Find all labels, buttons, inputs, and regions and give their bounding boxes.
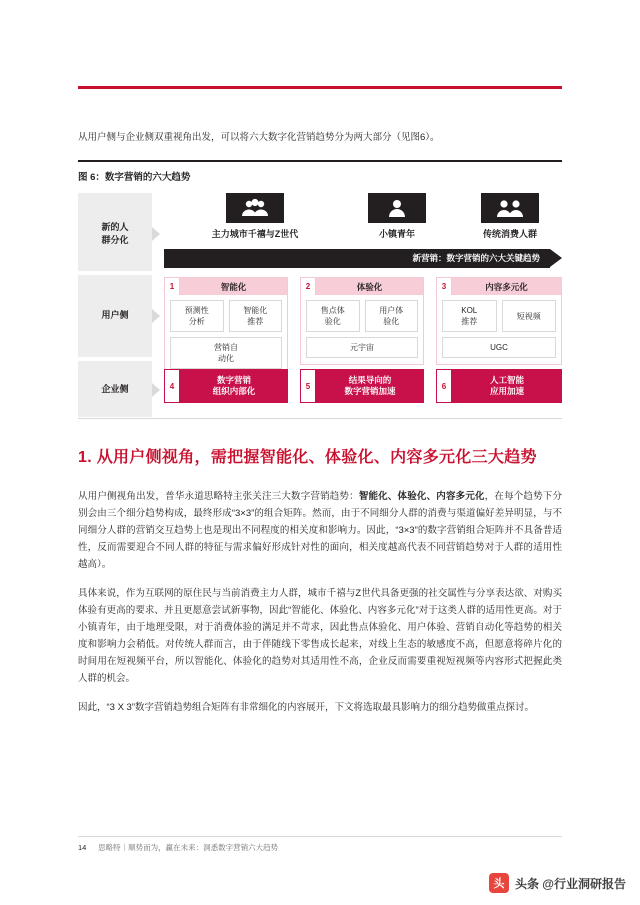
banner-label: 新营销：数字营销的六大关键趋势: [412, 253, 540, 263]
banner-arrow-tip: [550, 249, 562, 267]
enterprise-item-6-label: 人工智能 应用加速: [489, 375, 524, 396]
watermark-label: 头条 @行业洞研报告: [514, 876, 626, 891]
user-group-3-header: [437, 278, 561, 295]
user-group-1-header: [165, 278, 287, 295]
key-trends-banner: [164, 249, 562, 268]
persona-town-youth-label: 小镇青年: [378, 229, 415, 239]
toutiao-logo-icon: 头: [489, 873, 509, 893]
paragraph-1: 从用户侧视角出发，普华永道思略特主张关注三大数字营销趋势：智能化、体验化、内容多元化，在每个趋势下分别会由三个细分趋势构成，最终形成“3×3”的组合矩阵。然而，由于不同细分人群的消费与渠道偏好差异明显，与不同细分人群的营销交互趋势上也是现出不同程度的相关度和影响力。因此，“3×3”的数字营销组合矩阵并不具备普适性，反而需要迎合不同人群的特征与需求偏好形成针对性的面向，相关度越高代表不同营销趋势对于人群的适用性越高）。: [78, 491, 562, 570]
cell-short-video: 短视频: [502, 300, 557, 332]
figure-title: 图 6：数字营销的六大趋势: [78, 172, 191, 183]
user-group-3-number: 3: [437, 278, 452, 295]
paragraph-3: 因此，“3 X 3”数字营销趋势组合矩阵有非常细化的内容展开，下文将选取最具影响力的细分趋势做重点探讨。: [78, 702, 535, 713]
group-people-icon: [226, 193, 284, 223]
figure-6: [78, 160, 562, 419]
enterprise-item-4-label: 数字营销 组织内部化: [212, 375, 256, 396]
row-label-segmentation: 新的人 群分化: [78, 221, 152, 247]
cell-kol-recommendation: KOL 推荐: [442, 300, 497, 332]
figure-body: [78, 193, 562, 418]
row-label-enterprise-side: [78, 383, 152, 396]
watermark: [489, 873, 626, 893]
user-group-2-header: [301, 278, 423, 295]
user-group-2-number: 2: [301, 278, 316, 295]
user-group-experience: [300, 277, 424, 365]
enterprise-item-5-label: 结果导向的 数字营销加速: [344, 375, 396, 396]
cell-marketing-automation: 营销自 动化: [170, 337, 282, 369]
cell-metaverse: 元宇宙: [306, 337, 418, 358]
user-group-2-title: 体验化: [356, 281, 383, 292]
enterprise-item-acceleration: [300, 369, 424, 403]
person-icon: [368, 193, 426, 223]
row-label-user-side-text: 用户侧: [101, 310, 129, 320]
persona-traditional-label: 传统消费人群: [482, 229, 537, 239]
cell-point-of-sale-experience: 售点体 验化: [306, 300, 360, 332]
enterprise-item-4-number: 4: [164, 369, 180, 403]
page-content: [78, 130, 562, 728]
intro-paragraph: 从用户侧与企业侧双重视角出发，可以将六大数字化营销趋势分为两大部分（见图6）。: [78, 132, 440, 143]
paragraph-2: 具体来说，作为互联网的原住民与当前消费主力人群，城市千禧与Z世代具备更强的社交属性与分享表达欲、对购买体验有更高的要求、并且更愿意尝试新事物，因此“智能化、体验化、内容多元化”对于这类人群的适用性更高。对于小镇青年，由于地理受限，对于消费体验的满足并不苛求，因此售点体验化、用户体验、营销自动化等趋势的相关度和影响力会稍低。对传统人群而言，由于伴随线下零售成长起来，对线上生态的敏感度不高，但愿意将碎片化的时间用在短视频平台，所以智能化、体验化的趋势对其适用性不高，企业反而需要重视短视频等内容形式把握此类人群的机会。: [78, 588, 562, 684]
persona-town-youth: [342, 193, 452, 240]
user-group-1-cells: [165, 295, 287, 375]
persona-urban-label: 主力城市千禧与Z世代: [211, 229, 299, 239]
enterprise-item-organization: [164, 369, 288, 403]
enterprise-item-ai: [436, 369, 562, 403]
arrow-right-icon: [152, 227, 160, 241]
footer-text: 思略特｜顺势而为，赢在未来：洞悉数字营销六大趋势: [98, 843, 279, 852]
user-group-1-number: 1: [165, 278, 180, 295]
user-group-intelligence: [164, 277, 288, 376]
arrow-right-icon: [152, 309, 160, 323]
row-label-enterprise-side-text: 企业侧: [101, 384, 129, 394]
user-group-2-cells: [301, 295, 423, 364]
page-footer: [78, 836, 562, 853]
cell-ugc: UGC: [442, 337, 556, 358]
cell-user-experience: 用户体 验化: [365, 300, 419, 332]
row-label-user-side: [78, 309, 152, 322]
persona-urban: [180, 193, 330, 240]
persona-traditional: [458, 193, 562, 240]
enterprise-item-6-number: 6: [436, 369, 452, 403]
section-heading: 1. 从用户侧视角，需把握智能化、体验化、内容多元化三大趋势: [78, 449, 537, 466]
user-group-1-title: 智能化: [220, 281, 247, 292]
enterprise-item-5-number: 5: [300, 369, 316, 403]
user-group-3-cells: [437, 295, 561, 364]
arrow-right-icon: [152, 383, 160, 397]
cell-smart-recommendation: 智能化 推荐: [229, 300, 283, 332]
user-group-content-diversity: [436, 277, 562, 365]
persona-row: [164, 193, 562, 245]
cell-predictive-analytics: 预测性 分析: [170, 300, 224, 332]
top-red-rule: [78, 86, 562, 89]
page-number: 14: [78, 843, 87, 852]
two-people-icon: [481, 193, 539, 223]
user-group-3-title: 内容多元化: [485, 281, 528, 292]
